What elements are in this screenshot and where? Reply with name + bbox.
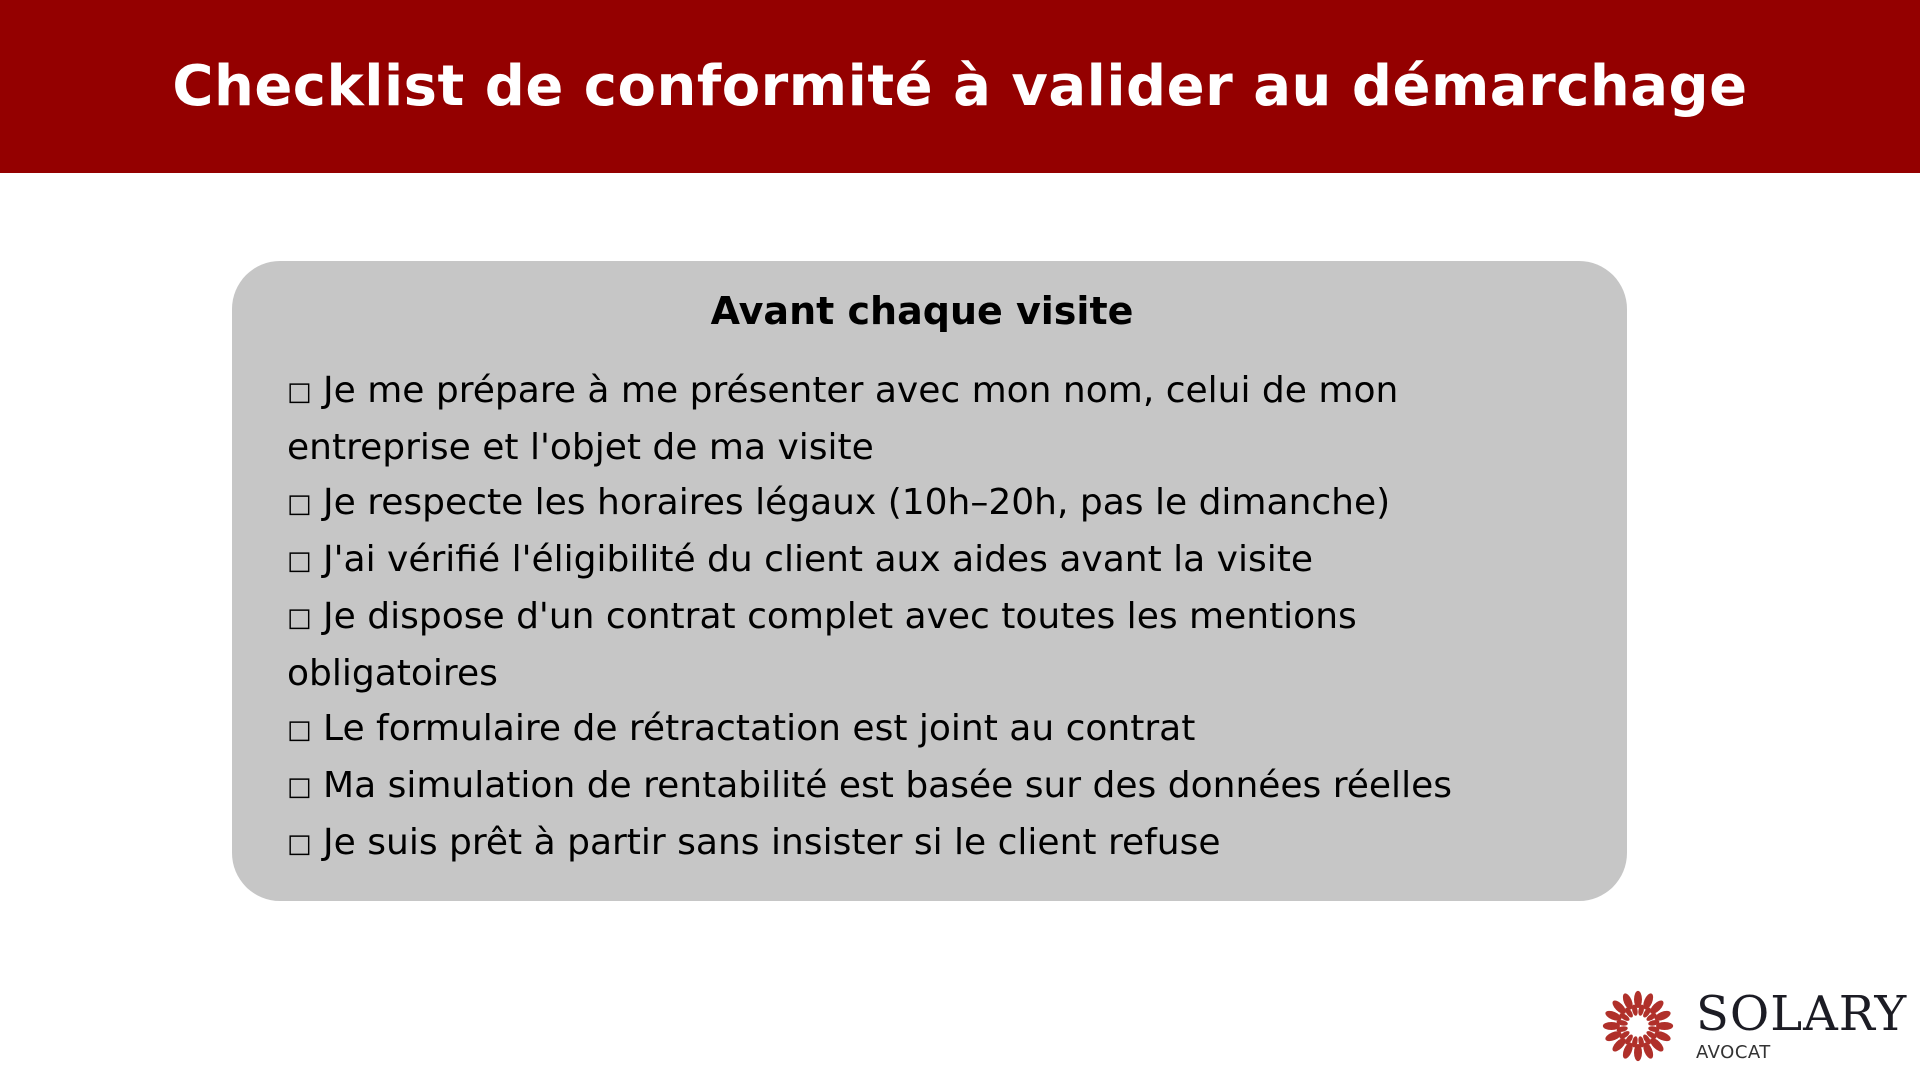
checklist-item-text: Le formulaire de rétractation est joint au contrat	[323, 708, 1196, 749]
checkbox-icon: □	[287, 546, 312, 576]
checklist	[287, 363, 1577, 872]
checklist-item-text: Ma simulation de rentabilité est basée sur des données réelles	[323, 765, 1452, 806]
checkbox-icon: □	[287, 489, 312, 519]
sunburst-icon	[1600, 988, 1676, 1064]
checklist-item	[287, 363, 1577, 475]
checklist-item-text: Je dispose d'un contrat complet avec toutes les mentions obligatoires	[287, 596, 1357, 694]
checkbox-icon: □	[287, 715, 312, 745]
checkbox-icon: □	[287, 829, 312, 859]
checklist-item	[287, 475, 1577, 532]
checklist-item	[287, 701, 1577, 758]
logo-subtitle: AVOCAT	[1696, 1042, 1771, 1063]
checklist-card	[232, 261, 1627, 901]
checklist-item-text: J'ai vérifié l'éligibilité du client aux aides avant la visite	[323, 539, 1313, 580]
checklist-item-text: Je me prépare à me présenter avec mon nom, celui de mon entreprise et l'objet de ma visite	[287, 370, 1399, 468]
checklist-item	[287, 532, 1577, 589]
checklist-item-text: Je respecte les horaires légaux (10h–20h, pas le dimanche)	[323, 482, 1391, 523]
checkbox-icon: □	[287, 603, 312, 633]
solary-logo	[1600, 988, 1907, 1064]
checklist-heading: Avant chaque visite	[710, 289, 1134, 333]
checkbox-icon: □	[287, 772, 312, 802]
checkbox-icon: □	[287, 377, 312, 407]
checklist-item	[287, 589, 1577, 701]
checklist-item	[287, 758, 1577, 815]
header-banner	[0, 0, 1920, 173]
checklist-item	[287, 815, 1577, 872]
checklist-item-text: Je suis prêt à partir sans insister si le client refuse	[323, 822, 1221, 863]
page-title: Checklist de conformité à valider au démarchage	[172, 54, 1748, 119]
logo-name: SOLARY	[1696, 986, 1908, 1042]
